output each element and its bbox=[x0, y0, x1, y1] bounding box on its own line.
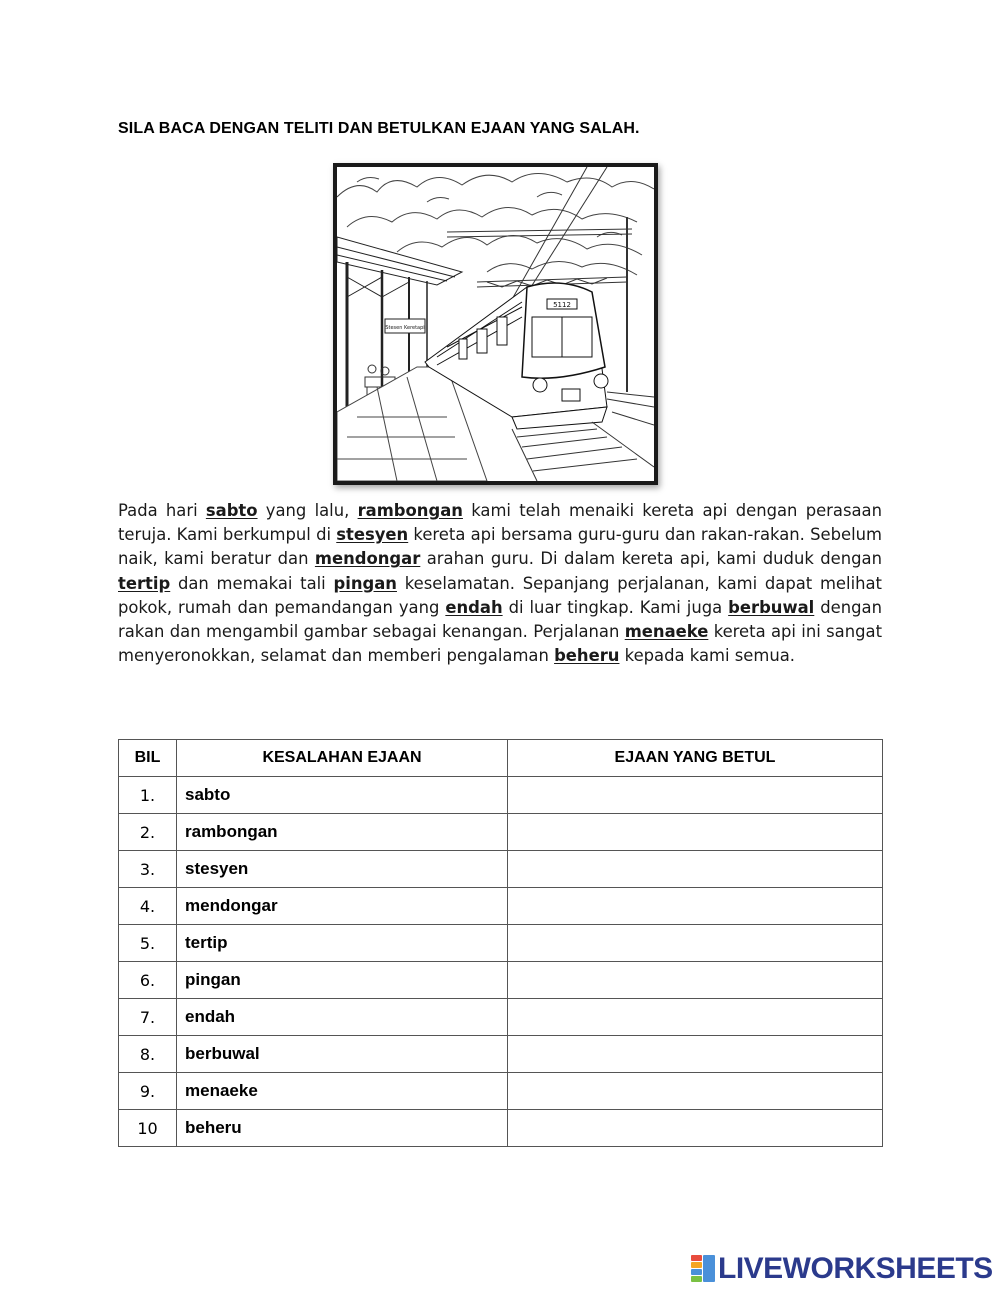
misspelled-word: pingan bbox=[333, 573, 397, 593]
wrong-spelling-cell: berbuwal bbox=[177, 1036, 508, 1073]
column-header-correct-spelling: EJAAN YANG BETUL bbox=[508, 740, 883, 777]
logo-block-green bbox=[691, 1276, 702, 1282]
answer-input[interactable] bbox=[516, 1076, 874, 1106]
correct-spelling-cell[interactable] bbox=[508, 851, 883, 888]
row-number: 5. bbox=[119, 925, 177, 962]
logo-block-orange bbox=[691, 1262, 702, 1268]
misspelled-word: berbuwal bbox=[728, 597, 815, 617]
table-row bbox=[119, 999, 883, 1036]
correct-spelling-cell[interactable] bbox=[508, 814, 883, 851]
column-header-bil: BIL bbox=[119, 740, 177, 777]
table-header-row bbox=[119, 740, 883, 777]
misspelled-word: sabto bbox=[205, 501, 258, 520]
table-row bbox=[119, 1073, 883, 1110]
row-number: 2. bbox=[119, 814, 177, 851]
row-number: 9. bbox=[119, 1073, 177, 1110]
passage-text: dan memakai tali bbox=[170, 573, 334, 593]
misspelled-word: rambongan bbox=[357, 501, 463, 520]
table-row bbox=[119, 777, 883, 814]
row-number: 6. bbox=[119, 962, 177, 999]
table-row bbox=[119, 1110, 883, 1147]
answer-input[interactable] bbox=[516, 928, 874, 958]
wrong-spelling-cell: mendongar bbox=[177, 888, 508, 925]
answer-input[interactable] bbox=[516, 780, 874, 810]
wrong-spelling-cell: pingan bbox=[177, 962, 508, 999]
row-number: 10 bbox=[119, 1110, 177, 1147]
column-header-wrong-spelling: KESALAHAN EJAAN bbox=[177, 740, 508, 777]
logo-block-red bbox=[691, 1255, 702, 1261]
passage-text: kereta api ini sangat menyeronokkan, selamat dan memberi pengalaman bbox=[118, 622, 882, 666]
passage-text: arahan guru. Di dalam kereta api, kami duduk dengan bbox=[420, 549, 882, 569]
passage-text: kami telah menaiki kereta api dengan perasaan teruja. Kami berkumpul di bbox=[118, 501, 882, 545]
answer-input[interactable] bbox=[516, 854, 874, 884]
wrong-spelling-cell: endah bbox=[177, 999, 508, 1036]
passage-text: di luar tingkap. Kami juga bbox=[502, 597, 729, 617]
correct-spelling-cell[interactable] bbox=[508, 999, 883, 1036]
row-number: 4. bbox=[119, 888, 177, 925]
table-row bbox=[119, 851, 883, 888]
row-number: 7. bbox=[119, 999, 177, 1036]
misspelled-word: beheru bbox=[554, 646, 620, 666]
wrong-spelling-cell: stesyen bbox=[177, 851, 508, 888]
answer-input[interactable] bbox=[516, 1039, 874, 1069]
table-row bbox=[119, 888, 883, 925]
instruction-heading: SILA BACA DENGAN TELITI DAN BETULKAN EJAAN YANG SALAH. bbox=[118, 120, 640, 137]
row-number: 3. bbox=[119, 851, 177, 888]
table-row bbox=[119, 1036, 883, 1073]
passage-text: kereta api bersama guru-guru dan rakan-rakan. Sebelum naik, kami beratur dan bbox=[118, 525, 882, 569]
correct-spelling-cell[interactable] bbox=[508, 888, 883, 925]
wrong-spelling-cell: menaeke bbox=[177, 1073, 508, 1110]
correct-spelling-cell[interactable] bbox=[508, 777, 883, 814]
misspelled-word: tertip bbox=[118, 573, 171, 593]
logo-block-tall bbox=[703, 1255, 715, 1282]
logo-block-blue bbox=[691, 1269, 702, 1275]
answer-input[interactable] bbox=[516, 1113, 874, 1143]
wrong-spelling-cell: tertip bbox=[177, 925, 508, 962]
passage-text: kepada kami semua. bbox=[619, 646, 795, 666]
station-sign-text: Stesen Keretapi bbox=[385, 325, 425, 331]
train-front-sign: 5112 bbox=[553, 301, 571, 309]
brand-wordmark: LIVEWORKSHEETS bbox=[718, 1252, 993, 1285]
passage-text: dengan rakan dan mengambil gambar sebagai kenangan. Perjalanan bbox=[118, 597, 882, 642]
answer-table bbox=[118, 739, 883, 1147]
table-row bbox=[119, 925, 883, 962]
correct-spelling-cell[interactable] bbox=[508, 1073, 883, 1110]
answer-input[interactable] bbox=[516, 817, 874, 847]
wrong-spelling-cell: rambongan bbox=[177, 814, 508, 851]
passage-text: keselamatan. Sepanjang perjalanan, kami dapat melihat pokok, rumah dan pemandangan yang bbox=[118, 573, 882, 617]
wrong-spelling-cell: beheru bbox=[177, 1110, 508, 1147]
row-number: 1. bbox=[119, 777, 177, 814]
passage-text: yang lalu, bbox=[257, 501, 358, 520]
row-number: 8. bbox=[119, 1036, 177, 1073]
table-row bbox=[119, 962, 883, 999]
passage-text: Pada hari bbox=[118, 501, 206, 520]
correct-spelling-cell[interactable] bbox=[508, 962, 883, 999]
correct-spelling-cell[interactable] bbox=[508, 925, 883, 962]
reading-passage bbox=[118, 499, 882, 668]
correct-spelling-cell[interactable] bbox=[508, 1036, 883, 1073]
train-station-illustration bbox=[333, 163, 658, 485]
liveworksheets-brand bbox=[690, 1253, 993, 1285]
answer-input[interactable] bbox=[516, 1002, 874, 1032]
misspelled-word: mendongar bbox=[314, 549, 421, 569]
table-row bbox=[119, 814, 883, 851]
misspelled-word: menaeke bbox=[624, 622, 709, 642]
correct-spelling-cell[interactable] bbox=[508, 1110, 883, 1147]
wrong-spelling-cell: sabto bbox=[177, 777, 508, 814]
answer-input[interactable] bbox=[516, 965, 874, 995]
answer-input[interactable] bbox=[516, 891, 874, 921]
liveworksheets-logo-icon bbox=[690, 1254, 716, 1284]
misspelled-word: endah bbox=[445, 597, 503, 617]
misspelled-word: stesyen bbox=[336, 525, 409, 545]
